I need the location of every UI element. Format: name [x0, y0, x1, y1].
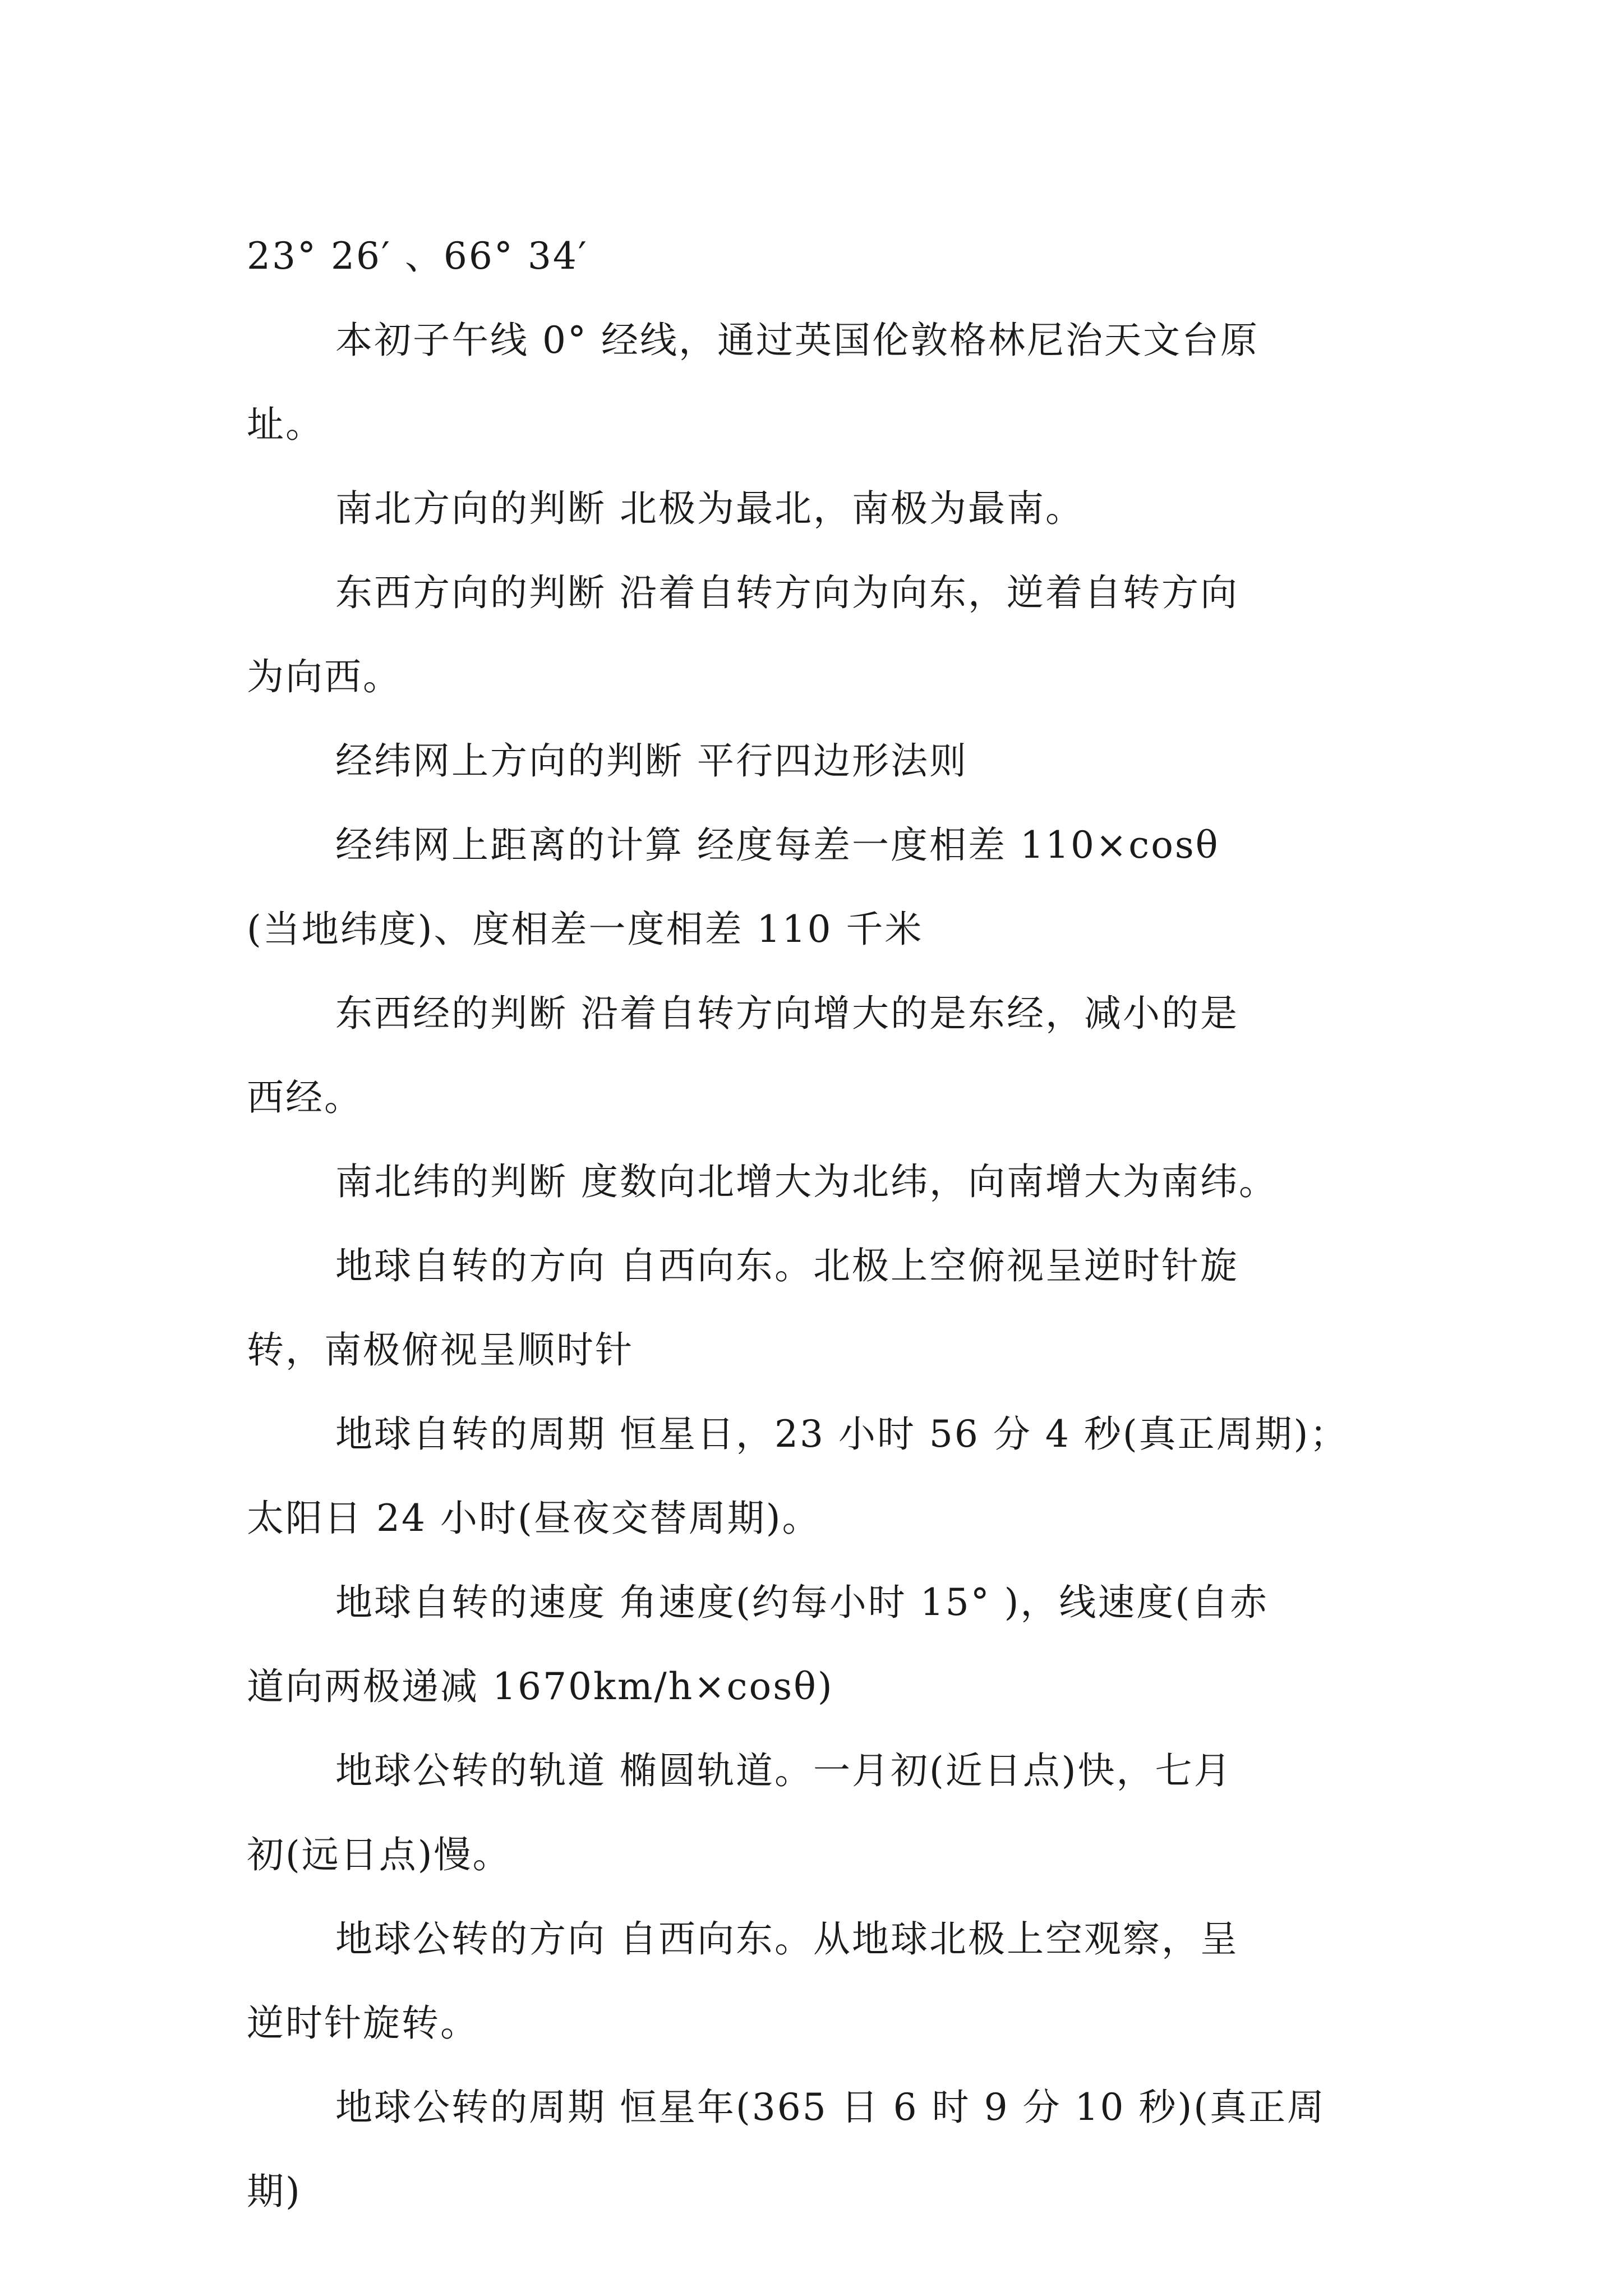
text-line-19: 地球公转的轨道 椭圆轨道。一月初(近日点)快，七月 — [335, 1749, 1233, 1792]
text-line-3: 址。 — [247, 403, 324, 446]
text-line-21: 地球公转的方向 自西向东。从地球北极上空观察，呈 — [335, 1917, 1239, 1961]
document-body — [247, 214, 1391, 2234]
text-line-9: (当地纬度)、度相差一度相差 110 千米 — [247, 908, 924, 951]
text-line-23: 地球公转的周期 恒星年(365 日 6 时 9 分 10 秒)(真正周 — [335, 2086, 1326, 2129]
text-line-7: 经纬网上方向的判断 平行四边形法则 — [335, 739, 968, 783]
text-line-4: 南北方向的判断 北极为最北，南极为最南。 — [335, 487, 1084, 530]
text-line-2: 本初子午线 0° 经线，通过英国伦敦格林尼治天文台原 — [335, 319, 1259, 362]
text-line-18: 道向两极递减 1670km/h×cosθ) — [247, 1665, 834, 1708]
text-line-17: 地球自转的速度 角速度(约每小时 15° )，线速度(自赤 — [335, 1581, 1269, 1624]
text-line-6: 为向西。 — [247, 655, 402, 698]
text-line-1: 23° 26′ 、66° 34′ — [247, 234, 588, 278]
text-line-20: 初(远日点)慢。 — [247, 1833, 511, 1876]
text-line-24: 期) — [247, 2170, 302, 2213]
text-line-16: 太阳日 24 小时(昼夜交替周期)。 — [247, 1497, 821, 1540]
text-line-14: 转，南极俯视呈顺时针 — [247, 1328, 634, 1372]
text-line-13: 地球自转的方向 自西向东。北极上空俯视呈逆时针旋 — [335, 1244, 1239, 1287]
text-line-10: 东西经的判断 沿着自转方向增大的是东经，减小的是 — [335, 992, 1239, 1035]
text-line-15: 地球自转的周期 恒星日，23 小时 56 分 4 秒(真正周期)； — [335, 1412, 1349, 1456]
text-line-8: 经纬网上距离的计算 经度每差一度相差 110×cosθ — [335, 823, 1220, 867]
text-line-22: 逆时针旋转。 — [247, 2001, 479, 2045]
text-line-12: 南北纬的判断 度数向北增大为北纬，向南增大为南纬。 — [335, 1160, 1278, 1203]
text-line-11: 西经。 — [247, 1076, 363, 1119]
text-line-5: 东西方向的判断 沿着自转方向为向东，逆着自转方向 — [335, 571, 1239, 614]
